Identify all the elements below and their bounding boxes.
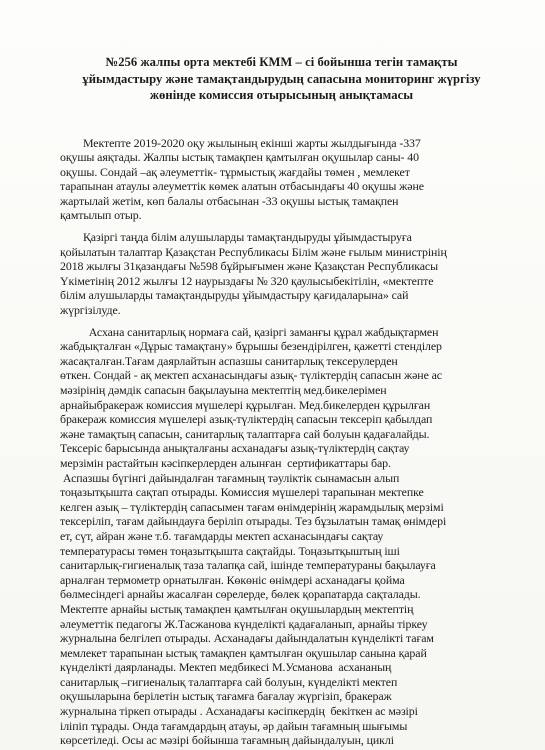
- title-line: ұйымдастыру және тамақтандырудың сапасына мониторинг жүргізу: [82, 71, 481, 86]
- document-body: [60, 136, 503, 748]
- text-line: Асхана санитарлық нормаға сай, қазіргі заманғы құрал жабдықтармен: [60, 324, 439, 339]
- text-line: журналына белгілеп отырады. Асханадағы дайындалатын күнделікті тағам: [60, 631, 434, 646]
- text-line: көрсетіледі. Осы ас мәзірі бойынша тағамның дайындалуын, циклі: [60, 733, 394, 748]
- document-title: [60, 54, 503, 104]
- text-line: келген азық – түліктердің сапасымен тағам өнімдерінің жарамдылық мерзімі: [60, 499, 444, 514]
- text-line: мерзімін растайтын кәсіпкерлерден алынған сертификаттары бар.: [60, 455, 391, 470]
- text-line: Тексеріс барысында анықталғаны асханадағы азық-түліктердің сақтау: [60, 441, 410, 456]
- text-line: тарапынан атаулы әлеуметтік көмек алатын отбасындағы 40 оқушы және: [60, 179, 424, 194]
- text-line: мемлекет тарапынан ыстық тамақпен қамтылған оқушылар санына қарай: [60, 645, 427, 660]
- text-line: ет, сүт, айран және т.б. тағамдарды мектеп асханасындағы сақтау: [60, 528, 384, 543]
- title-line: №256 жалпы орта мектебі КММ – сі бойынша тегін тамақты: [105, 55, 458, 69]
- text-line: температурасы төмен тоңазытқышта сақтайды. Тоңазытқыштың іші: [60, 543, 400, 558]
- text-line: Мектепте арнайы ыстық тамақпен қамтылған оқушылардың мектептің: [60, 601, 414, 616]
- text-line: Мектепте 2019-2020 оқу жылының екінші жарты жылдығында -337: [60, 135, 421, 150]
- text-line: жасақталған.Тағам даярлайтын аспазшы санитарлық тексерулерден: [60, 353, 398, 368]
- text-line: оқушы аяқтады. Жалпы ыстық тамақпен қамтылған оқушылар саны- 40: [60, 150, 419, 165]
- paragraph: [60, 325, 503, 748]
- text-line: әлеуметтік педагогы Ж.Тасжанова күнделікті қадағаланып, арнайы тіркеу: [60, 616, 428, 631]
- text-line: жүргізілуде.: [60, 303, 121, 318]
- text-line: санитарлық-гигиеналық таза талапқа сай, ішінде температураны бақылауға: [60, 558, 436, 573]
- text-line: бракераж комиссия мүшелері азық-түліктердің сапасын тексеріп қабылдап: [60, 412, 433, 427]
- text-line: Аспазшы бүгінгі дайындалған тағамның тәуліктік сынамасын алып: [60, 470, 400, 485]
- text-line: өткен. Сондай - ақ мектеп асханасындағы азық- түліктердің сапасын және ас: [60, 368, 442, 383]
- text-line: тоңазытқышта сақтап отырады. Комиссия мүшелері тарапынан мектепке: [60, 485, 424, 500]
- text-line: іліпіп тұрады. Онда тағамдардың атауы, әр дайын тағамның шығымы: [60, 718, 408, 733]
- title-line: жөнінде комиссия отырысының анықтамасы: [149, 88, 414, 102]
- text-line: күнделікті даярланады. Мектеп медбикесі М.Усманова асхананың: [60, 660, 392, 675]
- text-line: мәзірінің дәмдік сапасын бақылауына мектептің мед.бикелерімен: [60, 383, 387, 397]
- text-line: қойылатын талаптар Қазақстан Республикасы Білім және ғылым министрінің: [60, 244, 447, 259]
- paragraph: [60, 230, 503, 318]
- text-line: тексеріліп, тағам дайындауға беріліп отырады. Тез бұзылатын тамақ өнімдері: [60, 514, 447, 529]
- paragraph: [60, 136, 503, 224]
- text-line: Үкіметінің 2012 жылғы 12 наурыздағы № 320 қаулысыбекітілін, «мектепте: [60, 273, 434, 288]
- text-line: 2018 жылғы 31қазандағы №598 бұйрығымен және Қазақстан Республикасы: [60, 259, 438, 274]
- text-line: арналған термометр орнатылған. Көкөніс өнімдері асханадағы қойма: [60, 572, 405, 587]
- text-line: жабдықталған «Дұрыс тамақтану» бұрышы безендірілген, қажетті стенділер: [60, 339, 442, 354]
- text-line: санитарлық –гигиеналық талаптарға сай болуын, күнделікті мектеп: [60, 674, 398, 689]
- text-line: білім алушыларды тамақтандыруды ұйымдастыру қағидаларына» сай: [60, 288, 409, 303]
- text-line: оқушы. Сондай –ақ әлеуметтік- тұрмыстық жағдайы төмен , мемлекет: [60, 164, 410, 179]
- text-line: арнайыбракераж комиссия мүшелері құрылған. Мед.бикелерден құрылған: [60, 397, 431, 412]
- text-line: оқушыларына берілетін ыстық тағамға бағалау жүргізіп, бракераж: [60, 689, 392, 704]
- text-line: жартылай жетім, көп балалы отбасынан -33 оқушы ыстық тамақпен: [60, 193, 399, 208]
- text-line: журналына тіркеп отырады . Асханадағы кәсіпкердің бекіткен ас мәзірі: [60, 704, 418, 719]
- text-line: қамтылып отыр.: [60, 208, 142, 223]
- text-line: бөлмесіндегі арнайы жасалған сөрелерде, бөлек қорапатарда сақталады.: [60, 587, 421, 602]
- text-line: және тамақтың сапасын, санитарлық талаптарға сай болуын қадағалайды.: [60, 426, 430, 441]
- text-line: Қазіргі таңда білім алушыларды тамақтандыруды ұйымдастыруға: [60, 230, 412, 245]
